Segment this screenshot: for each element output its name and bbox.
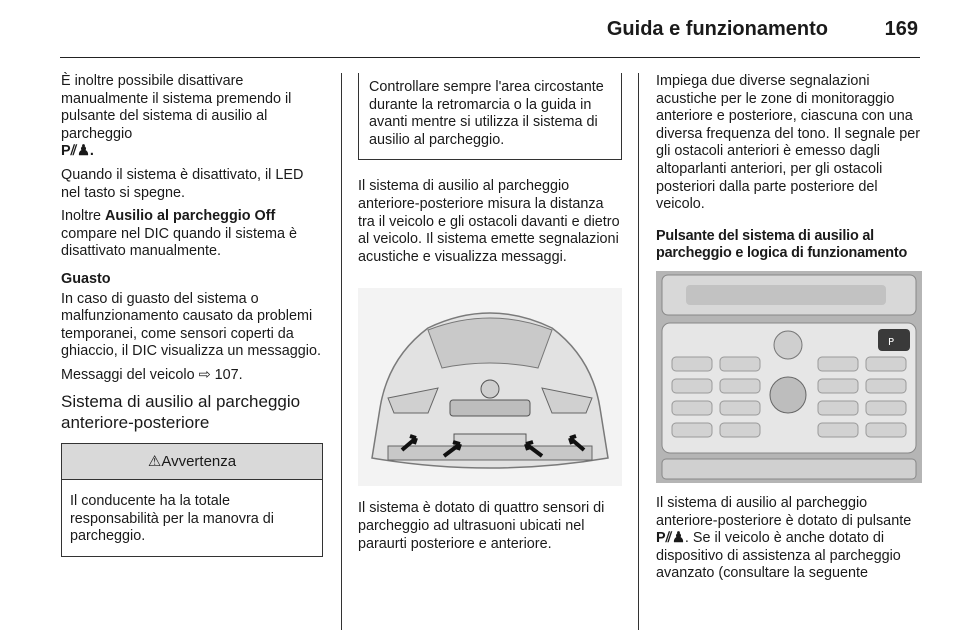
svg-text:P: P <box>888 336 895 348</box>
paragraph-four-sensors: Il sistema è dotato di quattro sensori di parcheggio ad ultrasuoni ubicati nel paraurti posteriore e anteriore. <box>358 500 605 552</box>
warning-heading: ⚠Avvertenza <box>62 444 322 481</box>
section-title: Sistema di ausilio al parcheggio anteriore-posteriore <box>61 391 301 432</box>
button-logic-heading: Pulsante del sistema di ausilio al parcheggio e logica di funzionamento <box>656 227 908 262</box>
column-divider-1 <box>341 73 342 630</box>
page-number: 169 <box>884 18 918 40</box>
header-rule <box>60 57 920 58</box>
car-front-illustration <box>358 288 622 486</box>
column-1 <box>61 73 323 557</box>
paragraph-dic-message: Inoltre Ausilio al parcheggio Off compare nel DIC quando il sistema è disattivato manualmente. <box>61 208 297 260</box>
warning-box <box>61 443 323 557</box>
park-assist-symbol-2: P⫽♟ <box>656 530 685 547</box>
park-assist-symbol: P⫽♟. <box>61 143 94 160</box>
center-console-photo <box>656 271 922 483</box>
paragraph-manual-disable: È inoltre possibile disattivare manualmente il sistema premendo il pulsante del sistema di ausilio al parcheggio P⫽♟. <box>61 73 292 160</box>
warning-text: Il conducente ha la totale responsabilità per la manovra di parcheggio. <box>70 493 274 545</box>
paragraph-led-off: Quando il sistema è disattivato, il LED nel tasto si spegne. <box>61 166 304 201</box>
page-header-title: Guida e funzionamento <box>606 18 828 40</box>
column-3 <box>656 73 922 589</box>
column-2 <box>358 73 622 559</box>
column-divider-2 <box>638 73 639 630</box>
fault-text: In caso di guasto del sistema o malfunzionamento causato da problemi temporanei, come sensori coperti da ghiaccio, il DIC visualizza un messaggio. <box>61 290 321 360</box>
paragraph-park-button: Il sistema di ausilio al parcheggio anteriore-posteriore è dotato di pulsante P⫽♟. Se il veicolo è anche dotato di dispositivo di assistenza al parcheggio avanzato (consultare la seguente <box>656 494 912 582</box>
vehicle-messages-ref: Messaggi del veicolo ⇨ 107. <box>61 366 243 383</box>
fault-heading: Guasto <box>61 270 111 287</box>
caution-box: Controllare sempre l'area circostante durante la retromarcia o la guida in avanti mentre si utilizza il sistema di ausilio al parcheggio. <box>358 73 622 160</box>
paragraph-system-measure: Il sistema di ausilio al parcheggio anteriore-posteriore misura la distanza tra il veicolo e gli ostacoli davanti e dietro al veicolo. Il sistema emette segnalazioni acustiche e visualizza messaggi. <box>358 178 620 265</box>
paragraph-acoustic-signals: Impiega due diverse segnalazioni acustiche per le zone di monitoraggio anteriore e posteriore, ciascuna con una diversa frequenza del tono. Il segnale per gli ostacoli anteriori è emesso dagli altoparlanti anteriori, per gli ostacoli posteriori dalla parte posteriore del veicolo. <box>656 73 920 213</box>
